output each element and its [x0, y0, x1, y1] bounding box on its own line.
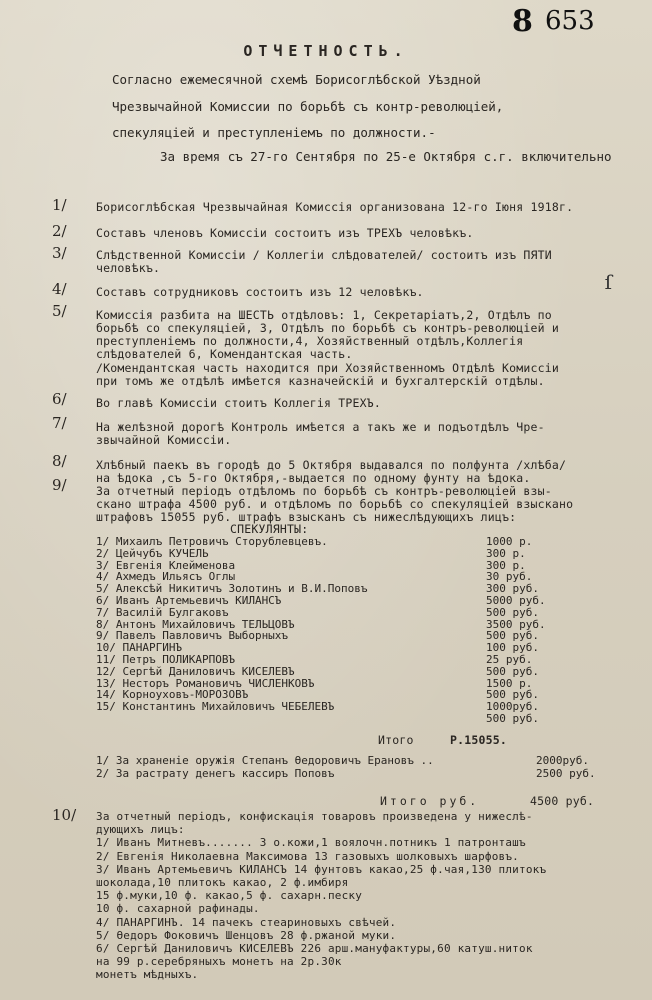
fine-amount: 1000 р.	[486, 535, 533, 548]
total-value: Р.15055.	[450, 733, 507, 747]
weapon-name: 1/ За храненіе оружія Степанъ Өедоровичъ Ерановъ ..	[96, 754, 434, 767]
item-number: 8/	[52, 452, 67, 470]
item-line: слѣдователей 6, Комендантская часть.	[96, 347, 353, 361]
fine-amount: 500 руб.	[486, 688, 539, 702]
item-line: За отчетный періодъ отдѣломъ по борьбѣ съ контръ-революціей взы-	[96, 484, 552, 498]
fine-name: 12/ Сергѣй Даниловичъ КИСЕЛЕВЪ	[96, 664, 295, 678]
fine-amount: 500 руб.	[486, 629, 539, 643]
fine-name: 4/ Ахмедъ Ильясъ Оглы	[96, 570, 236, 584]
fine-amount: 25 руб.	[486, 653, 533, 666]
item-number: 6/	[52, 390, 67, 408]
item-line: борьбѣ со спекуляціей, 3, Отдѣлъ по борьбѣ съ контръ-революціей и	[96, 321, 560, 335]
item-line: Составъ членовъ Комиссіи состоитъ изъ ТРЕХЪ человѣкъ.	[96, 226, 474, 240]
fine-name: 10/ ПАНАРГИНЪ	[96, 641, 183, 655]
item-line: Во главѣ Комиссіи стоитъ Коллегія ТРЕХЪ.	[96, 396, 381, 410]
item-number: 2/	[52, 222, 67, 240]
confiscation-line: 15 ф.муки,10 ф. какао,5 ф. сахарн.песку	[96, 889, 363, 903]
confiscation-line: 1/ Иванъ Митневъ....... 3 о.кожи,1 воялочн.потникъ 1 патронташъ	[96, 836, 526, 850]
header-line: спекуляціей и преступленіемъ по должности.-	[112, 125, 436, 140]
fine-name: 13/ Несторъ Романовичъ ЧИСЛЕНКОВЪ	[96, 676, 315, 690]
fine-amount: 1000руб.	[486, 700, 539, 714]
fine-name: 6/ Иванъ Артемьевичъ КИЛАНСЪ	[96, 594, 282, 607]
confiscation-line: шоколада,10 плитокъ какао, 2 ф.имбиря	[96, 876, 349, 889]
item-line: Слѣдственной Комиссіи / Коллегіи слѣдователей/ состоитъ изъ ПЯТИ	[96, 248, 552, 262]
fine-amount: 30 руб.	[486, 570, 533, 584]
total-label: Итого руб.	[380, 794, 480, 808]
item-line: преступленіемъ по должности,4, Хозяйственный отдѣлъ,Коллегія	[96, 334, 524, 348]
confiscation-line: 5/ Өедоръ Фоковичъ Шенцовъ 28 ф.ржаной муки.	[96, 928, 397, 942]
confiscation-line: За отчетный періодъ, конфискація товаровъ произведена у нижеслѣ-	[96, 810, 533, 823]
item-line: скано штрафа 4500 руб. и отдѣломъ по борьбѣ со спекуляціей взыскано	[96, 497, 574, 511]
fine-name: 8/ Антонъ Михайловичъ ТЕЛЬЦОВЪ	[96, 617, 295, 631]
header-line: За время съ 27-го Сентября по 25-е Октября с.г. включительно	[160, 149, 612, 164]
item-number: 7/	[52, 414, 67, 432]
fine-amount: 5000 руб.	[486, 594, 546, 607]
item-line: Хлѣбный паекъ въ городѣ до 5 Октября выдавался по полфунта /хлѣба/	[96, 458, 567, 472]
item-line: штрафовъ 15055 руб. штрафъ взысканъ съ нижеслѣдующихъ лицъ:	[96, 510, 517, 524]
item-line: Комиссія разбита на ШЕСТЬ отдѣловъ: 1, Секретаріатъ,2, Отдѣлъ по	[96, 308, 552, 322]
confiscation-line: 6/ Сергѣй Даниловичъ КИСЕЛЕВЪ 226 арш.мануфактуры,60 катуш.ниток	[96, 942, 533, 955]
item-line: /Комендантская часть находится при Хозяйственномъ Отдѣлѣ Комиссіи	[96, 361, 560, 375]
confiscation-line: 3/ Иванъ Артемьевичъ КИЛАНСЪ 14 фунтовъ какао,25 ф.чая,130 плитокъ	[96, 862, 547, 876]
fine-name: 2/ Цейчубъ КУЧЕЛЬ	[96, 546, 209, 560]
total-value: 4500 руб.	[530, 794, 595, 808]
fine-amount: 500 руб.	[486, 605, 539, 619]
fine-name: 14/ Корноуховъ-МОРОЗОВЪ	[96, 688, 249, 702]
item-line: Борисоглѣбская Чрезвычайная Комиссія организована 12-го Іюня 1918г.	[96, 200, 574, 214]
item-line: Составъ сотрудниковъ состоитъ изъ 12 человѣкъ.	[96, 285, 424, 299]
confiscation-line: дующихъ лицъ:	[96, 823, 185, 837]
confiscation-line: на 99 р.серебряныхъ монетъ на 2р.30к	[96, 955, 342, 969]
handwritten-number: 8	[512, 4, 533, 39]
fine-amount: 100 руб.	[486, 641, 539, 655]
item-number: 9/	[52, 476, 67, 494]
document-title: ОТЧЕТНОСТЬ.	[243, 42, 409, 60]
fine-amount: 300 р.	[486, 558, 526, 572]
weapon-name: 2/ За растрату денегъ кассиръ Поповъ	[96, 767, 335, 780]
total-label: Итого	[378, 733, 414, 747]
weapon-amount: 2500 руб.	[536, 767, 596, 780]
item-line: на ѣдока ,съ 5-го Октября,-выдается по одному фунту на ѣдока.	[96, 471, 531, 485]
item-line: при томъ же отдѣлѣ имѣется казначейскій и бухгалтерскій отдѣлы.	[96, 374, 545, 388]
fine-name: 3/ Евгенія Клейменова	[96, 558, 236, 572]
item-number: 10/	[52, 806, 77, 824]
fine-amount: 300 р.	[486, 546, 526, 560]
item-number: 4/	[52, 280, 67, 298]
fine-amount: 500 руб.	[486, 712, 539, 725]
fine-name: 1/ Михаилъ Петровичъ Сторублевцевъ.	[96, 535, 328, 548]
weapon-amount: 2000руб.	[536, 754, 589, 767]
item-number: 5/	[52, 302, 67, 320]
confiscation-line: 4/ ПАНАРГИНЪ. 14 пачекъ стеариновыхъ свѣчей.	[96, 915, 397, 929]
header-line: Согласно ежемесячной схемѣ Борисоглѣбской Уѣздной	[112, 72, 481, 87]
confiscation-line: 2/ Евгенія Николаевна Максимова 13 газовыхъ шолковыхъ шарфовъ.	[96, 849, 519, 863]
item-number: 1/	[52, 196, 67, 214]
confiscation-line: 10 ф. сахарной рафинады.	[96, 902, 260, 916]
fine-name: 9/ Павелъ Павловичъ Выборныхъ	[96, 629, 289, 643]
fine-name: 15/ Константинъ Михайловичъ ЧЕБЕЛЕВЪ	[96, 700, 335, 714]
confiscation-line: монетъ мѣдныхъ.	[96, 968, 199, 982]
item-line: звычайной Комиссіи.	[96, 433, 232, 447]
fines-heading: СПЕКУЛЯНТЫ:	[230, 522, 309, 536]
fine-amount: 500 руб.	[486, 664, 539, 678]
fine-amount: 300 руб.	[486, 582, 539, 596]
fine-name: 7/ Василій Булгаковъ	[96, 605, 229, 619]
fine-name: 11/ Петръ ПОЛИКАРПОВЪ	[96, 653, 236, 666]
handwritten-mark: ſ	[604, 270, 612, 294]
fine-name: 5/ Алексѣй Никитичъ Золотинъ и В.И.Поповъ	[96, 582, 368, 596]
fine-amount: 1500 р.	[486, 676, 533, 690]
item-number: 3/	[52, 244, 67, 262]
item-line: На желѣзной дорогѣ Контроль имѣется а такъ же и подъотдѣлъ Чре-	[96, 420, 545, 434]
folio-number: 653	[545, 6, 595, 36]
fine-amount: 3500 руб.	[486, 617, 546, 631]
header-line: Чрезвычайной Комиссии по борьбѣ съ контр-революціей,	[112, 99, 504, 114]
item-line: человѣкъ.	[96, 261, 161, 275]
